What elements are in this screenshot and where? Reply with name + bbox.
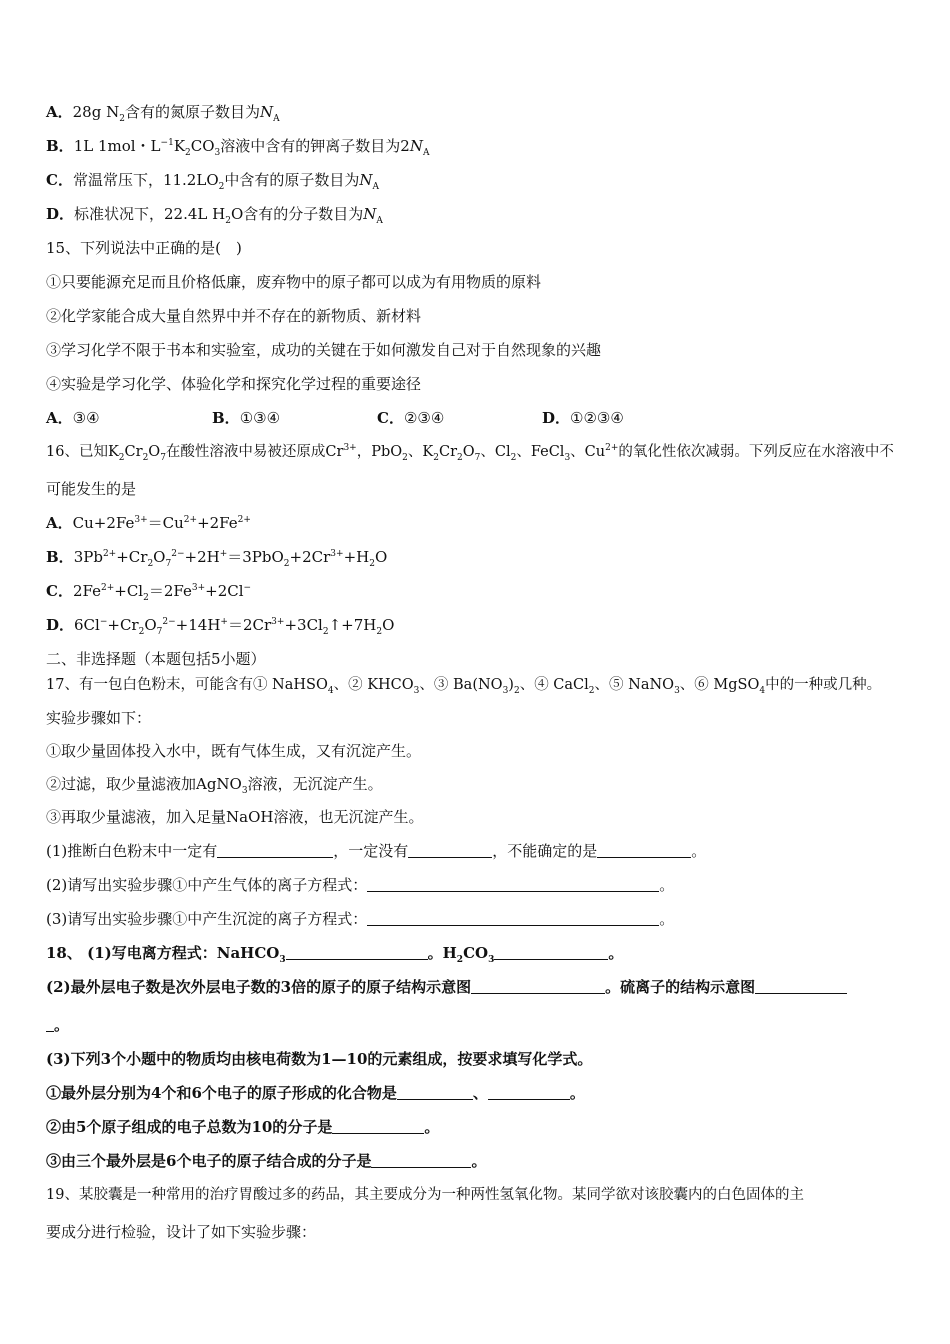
q16-stem-line1	[46, 442, 894, 462]
text-fragment: 、Cu	[570, 444, 606, 460]
q16-stem-line2: 可能发生的是	[46, 480, 137, 498]
subscript: 2	[510, 452, 517, 463]
text-fragment: 。	[659, 876, 675, 894]
sub: 3	[214, 148, 221, 158]
option-text: ①②③④	[570, 409, 624, 427]
answer-blank[interactable]	[46, 1017, 54, 1032]
answer-blank[interactable]	[471, 979, 605, 994]
text-fragment: 。硫离子的结构示意图	[605, 978, 756, 996]
text-fragment: 、K	[407, 444, 434, 460]
option-text: 1L 1mol・L	[73, 137, 161, 155]
text-fragment: 2Fe	[72, 582, 101, 600]
text-fragment: O	[153, 548, 166, 566]
sup: −1	[160, 138, 174, 148]
na-symbol: N	[363, 205, 377, 223]
text-fragment: B．	[46, 548, 74, 566]
option-label: C．	[377, 409, 404, 427]
text-fragment: ↑+7H	[328, 616, 377, 634]
option-label: B．	[46, 137, 74, 155]
q15-stem: 15、下列说法中正确的是( )	[46, 239, 242, 257]
text-fragment: 、	[472, 1084, 488, 1102]
text-fragment: 、④ CaCl	[519, 677, 589, 693]
subscript: 2	[588, 685, 595, 696]
option-text: ②③④	[403, 409, 445, 427]
subscript: 3	[488, 955, 495, 965]
q18-part-3-stem: (3)下列3个小题中的物质均由核电荷数为1—10的元素组成，按要求填写化学式。	[46, 1050, 593, 1068]
text-fragment: O	[374, 548, 388, 566]
superscript: 2+	[102, 549, 117, 559]
sub: 2	[225, 216, 231, 226]
text-fragment: 。	[659, 910, 675, 928]
option-text: K	[173, 137, 186, 155]
text-fragment: +3Cl	[284, 616, 323, 634]
text-fragment: Cr	[438, 444, 458, 460]
subscript: 2	[402, 452, 408, 463]
q14-option-b	[46, 136, 429, 156]
subscript: 2	[283, 559, 290, 569]
text-fragment: ，一定没有	[333, 842, 409, 860]
text-fragment: Cu+2Fe	[72, 514, 135, 532]
option-label: A．	[46, 409, 73, 427]
q18-part-3-item-2	[46, 1117, 439, 1137]
q15-option-b	[212, 408, 280, 428]
text-fragment: 。	[471, 1152, 487, 1170]
answer-blank[interactable]	[367, 877, 659, 892]
subscript: 2	[513, 685, 520, 696]
answer-blank[interactable]	[488, 1085, 570, 1100]
text-fragment: O	[144, 616, 157, 634]
na-symbol: N	[409, 137, 423, 155]
text-fragment: 、③ Ba(NO	[419, 677, 503, 693]
subscript: 7	[160, 452, 166, 463]
text-fragment: ＝Cu	[147, 514, 184, 532]
section-heading: 二、非选择题（本题包括5小题）	[46, 650, 266, 668]
superscript: +	[220, 617, 228, 627]
text-fragment: 。	[569, 1084, 585, 1102]
text-fragment: +2Fe	[197, 514, 238, 532]
answer-blank[interactable]	[217, 843, 333, 858]
answer-blank[interactable]	[371, 1153, 471, 1168]
q18-part-2	[46, 977, 847, 997]
subscript: 2	[322, 627, 329, 637]
subscript: 3	[564, 452, 571, 463]
q15-statement-4: ④实验是学习化学、体验化学和探究化学过程的重要途径	[46, 375, 422, 393]
answer-blank[interactable]	[332, 1119, 424, 1134]
subscript: 7	[474, 452, 481, 463]
sub: 2	[218, 182, 225, 192]
text-fragment: (1)推断白色粉末中一定有	[46, 842, 218, 860]
text-fragment: 、⑤ NaNO	[594, 677, 675, 693]
text-fragment: 。	[608, 944, 624, 962]
sub: 2	[119, 114, 125, 124]
q16-option-a	[46, 513, 251, 533]
subscript: 2	[142, 452, 149, 463]
text-fragment: 。H	[427, 944, 457, 962]
subscript: 2	[457, 452, 463, 463]
option-text: 标准状况下，22.4L H	[74, 205, 226, 223]
superscript: 3+	[343, 443, 357, 454]
q16-option-c	[46, 581, 251, 601]
option-text: 28g N	[72, 103, 120, 121]
text-fragment: +2Cl	[205, 582, 244, 600]
sub: 2	[185, 148, 191, 158]
q18-part-1	[46, 943, 623, 963]
q15-statement-3: ③学习化学不限于书本和实验室，成功的关键在于如何激发自己对于自然现象的兴趣	[46, 341, 602, 359]
answer-blank[interactable]	[597, 843, 691, 858]
text-fragment: 。	[691, 842, 707, 860]
text-fragment: 3Pb	[73, 548, 103, 566]
text-fragment: 的氧化性依次减弱。下列反应在水溶液中不	[618, 444, 894, 460]
text-fragment: 在酸性溶液中易被还原成Cr	[165, 444, 344, 460]
q18-part-2-cont	[46, 1015, 69, 1035]
subscript: 3	[279, 955, 286, 965]
text-fragment: +2Cr	[289, 548, 331, 566]
text-fragment: (2)最外层电子数是次外层电子数的3倍的原子的原子结构示意图	[46, 978, 472, 996]
text-fragment: 、⑥ MgSO	[679, 677, 760, 693]
text-fragment: ②过滤，取少量滤液加AgNO	[46, 775, 242, 793]
text-fragment: 18、 (1)写电离方程式：NaHCO	[46, 944, 280, 962]
q14-option-c	[46, 170, 379, 190]
q17-step-1: ①取少量固体投入水中，既有气体生成，又有沉淀产生。	[46, 742, 422, 760]
text-fragment: ＝2Cr	[227, 616, 272, 634]
text-fragment: O	[462, 444, 475, 460]
option-label: D．	[542, 409, 571, 427]
q17-question-2	[46, 875, 674, 895]
sub: A	[273, 114, 280, 124]
superscript: 3+	[330, 549, 344, 559]
q16-option-b	[46, 547, 387, 567]
text-fragment: +14H	[175, 616, 221, 634]
sub: A	[376, 216, 383, 226]
q17-steps-heading: 实验步骤如下：	[46, 709, 152, 727]
q14-option-d	[46, 204, 383, 224]
superscript: 3+	[271, 617, 285, 627]
text-fragment: A．	[46, 514, 73, 532]
q17-stem-line1	[46, 675, 881, 695]
text-fragment: 。	[424, 1118, 440, 1136]
subscript: 2	[118, 452, 125, 463]
text-fragment: ＝3PbO	[227, 548, 284, 566]
text-fragment: 、FeCl	[516, 444, 565, 460]
option-text: 2	[400, 137, 410, 155]
option-label: B．	[212, 409, 240, 427]
q17-question-3	[46, 909, 674, 929]
q17-question-1	[46, 841, 706, 861]
text-fragment: O	[148, 444, 161, 460]
answer-blank[interactable]	[397, 1085, 473, 1100]
text-fragment: 、② KHCO	[333, 677, 414, 693]
answer-blank[interactable]	[408, 843, 492, 858]
subscript: 3	[241, 786, 248, 796]
subscript: 2	[143, 593, 149, 603]
superscript: 3+	[191, 583, 206, 593]
text-fragment: ①最外层分别为4个和6个电子的原子形成的化合物是	[46, 1084, 397, 1102]
subscript: 2	[369, 559, 375, 569]
text-fragment: )	[508, 677, 514, 693]
q19-stem-line2: 要成分进行检验，设计了如下实验步骤：	[46, 1223, 317, 1241]
text-fragment: +H	[343, 548, 370, 566]
subscript: 2	[456, 955, 464, 965]
option-text: 常温常压下，11.2LO	[72, 171, 219, 189]
superscript: 2−	[171, 549, 185, 559]
text-fragment: 中的一种或几种。	[765, 677, 882, 693]
superscript: 2+	[237, 515, 251, 525]
text-fragment: +2H	[184, 548, 220, 566]
answer-blank[interactable]	[755, 979, 847, 994]
superscript: 2+	[183, 515, 198, 525]
superscript: −	[99, 617, 108, 627]
option-text: O含有的分子数目为	[230, 205, 364, 223]
q15-option-c	[377, 408, 444, 428]
text-fragment: ，不能确定的是	[492, 842, 598, 860]
text-fragment: ，PbO	[356, 444, 403, 460]
option-label: C．	[46, 171, 73, 189]
text-fragment: Cr	[124, 444, 143, 460]
text-fragment: ＝2Fe	[148, 582, 192, 600]
subscript: 3	[413, 685, 420, 696]
text-fragment: ②由5个原子组成的电子总数为10的分子是	[46, 1118, 333, 1136]
q19-stem-line1: 19、某胶囊是一种常用的治疗胃酸过多的药品，其主要成分为一种两性氢氧化物。某同学欲对该胶囊内的白色固体的主	[46, 1187, 804, 1203]
sub: A	[372, 182, 379, 192]
option-text: 中含有的原子数目为	[224, 171, 360, 189]
subscript: 2	[433, 452, 439, 463]
answer-blank[interactable]	[494, 945, 608, 960]
q15-option-a	[46, 408, 100, 428]
superscript: 2+	[605, 443, 619, 454]
option-text: 溶液中含有的钾离子数目为	[220, 137, 401, 155]
text-fragment: 溶液，无沉淀产生。	[247, 775, 383, 793]
subscript: 3	[674, 685, 680, 696]
q15-statement-1: ①只要能源充足而且价格低廉，废弃物中的原子都可以成为有用物质的原料	[46, 273, 542, 291]
text-fragment: (3)请写出实验步骤①中产生沉淀的离子方程式：	[46, 910, 368, 928]
subscript: 3	[502, 685, 509, 696]
answer-blank[interactable]	[367, 911, 659, 926]
subscript: 7	[165, 559, 172, 569]
option-text: ③④	[72, 409, 100, 427]
q15-option-d	[542, 408, 624, 428]
option-text: ①③④	[239, 409, 281, 427]
text-fragment: 、Cl	[480, 444, 511, 460]
text-fragment: 6Cl	[74, 616, 100, 634]
superscript: −	[243, 583, 252, 593]
option-text: CO	[190, 137, 215, 155]
subscript: 2	[376, 627, 383, 637]
text-fragment: +Cr	[107, 616, 139, 634]
q16-option-d	[46, 615, 394, 635]
option-label: D．	[46, 205, 75, 223]
subscript: 2	[138, 627, 145, 637]
superscript: 2+	[100, 583, 115, 593]
text-fragment: +Cl	[114, 582, 144, 600]
text-fragment: 16、已知K	[46, 444, 119, 460]
text-fragment: +Cr	[116, 548, 148, 566]
q17-step-2	[46, 774, 383, 794]
text-fragment: O	[382, 616, 395, 634]
text-fragment: D．	[46, 616, 75, 634]
option-label: A．	[46, 103, 73, 121]
na-symbol: N	[359, 171, 373, 189]
superscript: +	[219, 549, 228, 559]
text-fragment: C．	[46, 582, 73, 600]
text-fragment: CO	[463, 944, 489, 962]
answer-blank[interactable]	[286, 945, 428, 960]
subscript: 2	[147, 559, 154, 569]
q14-option-a	[46, 102, 280, 122]
option-text: 含有的氮原子数目为	[124, 103, 260, 121]
text-fragment: 17、有一包白色粉末，可能含有① NaHSO	[46, 677, 328, 693]
superscript: 3+	[134, 515, 148, 525]
subscript: 4	[759, 685, 766, 696]
subscript: 4	[327, 685, 334, 696]
sub: A	[422, 148, 430, 158]
text-fragment: (2)请写出实验步骤①中产生气体的离子方程式：	[46, 876, 368, 894]
q17-step-3: ③再取少量滤液，加入足量NaOH溶液，也无沉淀产生。	[46, 808, 424, 826]
superscript: 2−	[162, 617, 176, 627]
subscript: 7	[156, 627, 163, 637]
q18-part-3-item-3	[46, 1151, 486, 1171]
na-symbol: N	[259, 103, 274, 121]
q18-part-3-item-1	[46, 1083, 585, 1103]
q15-statement-2: ②化学家能合成大量自然界中并不存在的新物质、新材料	[46, 307, 422, 325]
text-fragment: 。	[54, 1016, 70, 1034]
text-fragment: ③由三个最外层是6个电子的原子结合成的分子是	[46, 1152, 372, 1170]
